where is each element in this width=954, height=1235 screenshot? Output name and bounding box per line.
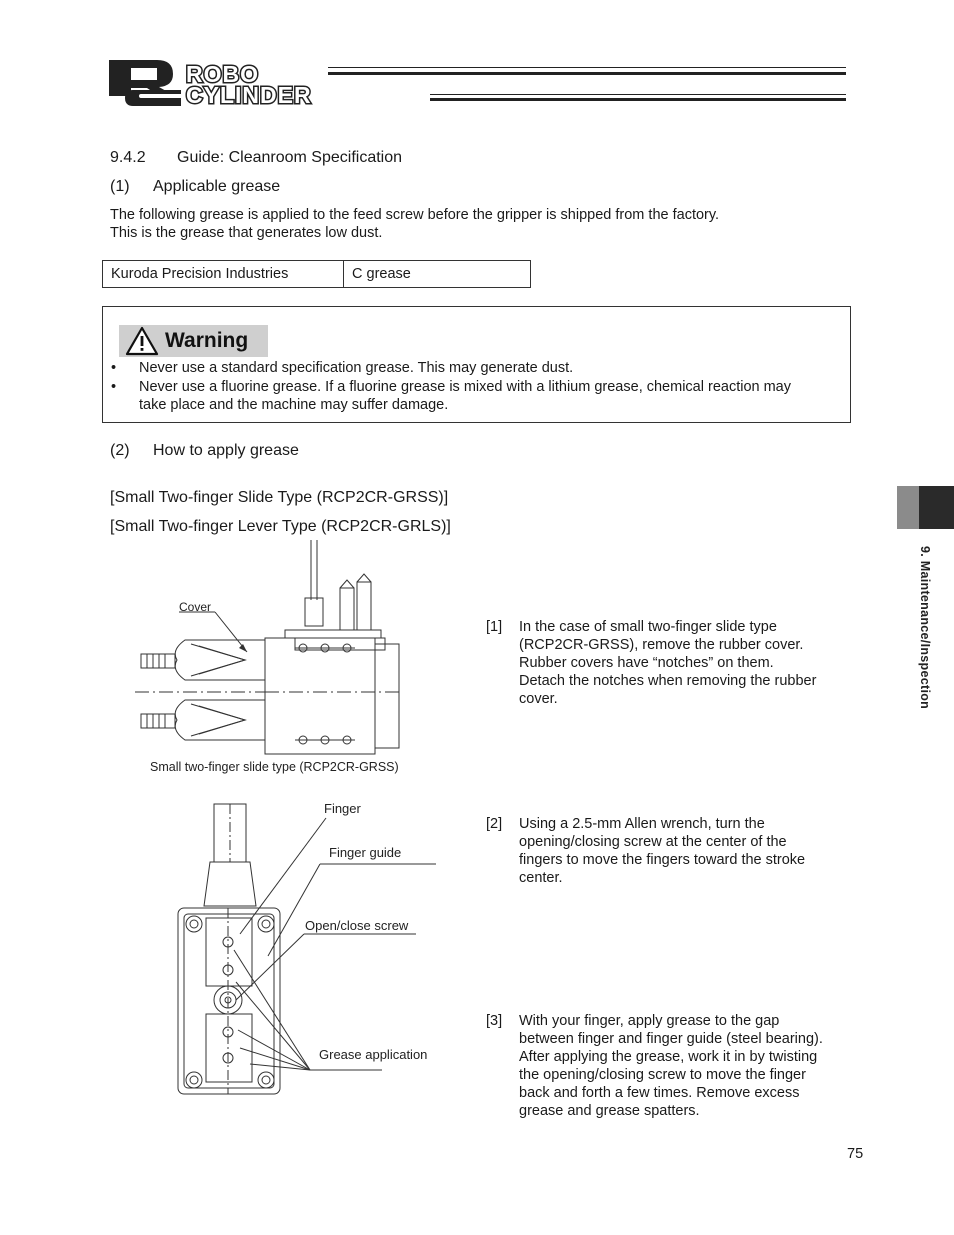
warning-title: Warning: [165, 329, 249, 352]
header-rule-bottom-thin: [430, 94, 846, 95]
header-rule-top-thick: [328, 72, 846, 75]
table-cell-grease: C grease: [344, 261, 531, 288]
step-1: [1] In the case of small two-finger slide type (RCP2CR-GRSS), remove the rubber cover. Rubber covers have “notches” on them. Detach the notches when removing the rubber cover.: [486, 619, 817, 707]
section-title: Guide: Cleanroom Specification: [177, 149, 403, 166]
step-3: [3] With your finger, apply grease to the gap between finger and finger guide (steel bearing). After applying the grease, work it in by twisting the opening/closing screw to move the finger back and forth a few times. Remove excess grease and grease spatters.: [486, 1013, 823, 1119]
warning-triangle-icon: [125, 326, 159, 356]
warning-box: [102, 306, 851, 423]
table-cell-manufacturer: Kuroda Precision Industries: [103, 261, 344, 288]
warning-badge: [119, 325, 268, 357]
label-open-close-screw: Open/close screw: [305, 918, 409, 933]
sub2-title: How to apply grease: [153, 442, 299, 459]
header-rule-top-thin: [328, 67, 846, 68]
warning-item: • Never use a fluorine grease. If a fluorine grease is mixed with a lithium grease, chemical reaction may: [111, 379, 791, 395]
type-heading-slide: [Small Two-finger Slide Type (RCP2CR-GRSS)]: [110, 489, 449, 506]
type-heading-lever: [Small Two-finger Lever Type (RCP2CR-GRLS)]: [110, 518, 451, 535]
step-2: [2] Using a 2.5-mm Allen wrench, turn the opening/closing screw at the center of the fingers to move the fingers toward the stroke center.: [486, 816, 806, 886]
sub2-number: (2): [110, 442, 130, 459]
label-cover: Cover: [179, 600, 212, 614]
logo-robo: ROBO: [186, 61, 259, 87]
grease-table: [102, 260, 531, 288]
sub1-title: Applicable grease: [153, 178, 281, 195]
side-tab-marker-light: [897, 486, 919, 529]
sub1-number: (1): [110, 178, 130, 195]
warning-item: • Never use a standard specification grease. This may generate dust.: [111, 360, 574, 376]
section-number: 9.4.2: [110, 149, 146, 166]
rc-logo-icon: [107, 58, 187, 113]
figure-slide-type-drawing: [135, 540, 405, 765]
header-rule-bottom-thick: [430, 98, 846, 101]
sub1-paragraph-line1: The following grease is applied to the feed screw before the gripper is shipped from the factory.: [110, 207, 720, 223]
table-row: [103, 261, 531, 288]
sub1-paragraph-line2: This is the grease that generates low dust.: [110, 225, 383, 241]
label-grease-application: Grease application: [319, 1047, 428, 1062]
logo-cylinder: CYLINDER: [186, 82, 312, 108]
side-tab-marker-dark: [919, 486, 954, 529]
label-finger: Finger: [324, 801, 361, 816]
page-number: 75: [847, 1146, 864, 1162]
side-tab-chapter-label: 9. Maintenance/Inspection: [918, 546, 932, 710]
label-finger-guide: Finger guide: [329, 845, 402, 860]
warning-item-continuation: take place and the machine may suffer damage.: [139, 397, 449, 413]
figure-slide-caption: Small two-finger slide type (RCP2CR-GRSS): [150, 760, 399, 774]
